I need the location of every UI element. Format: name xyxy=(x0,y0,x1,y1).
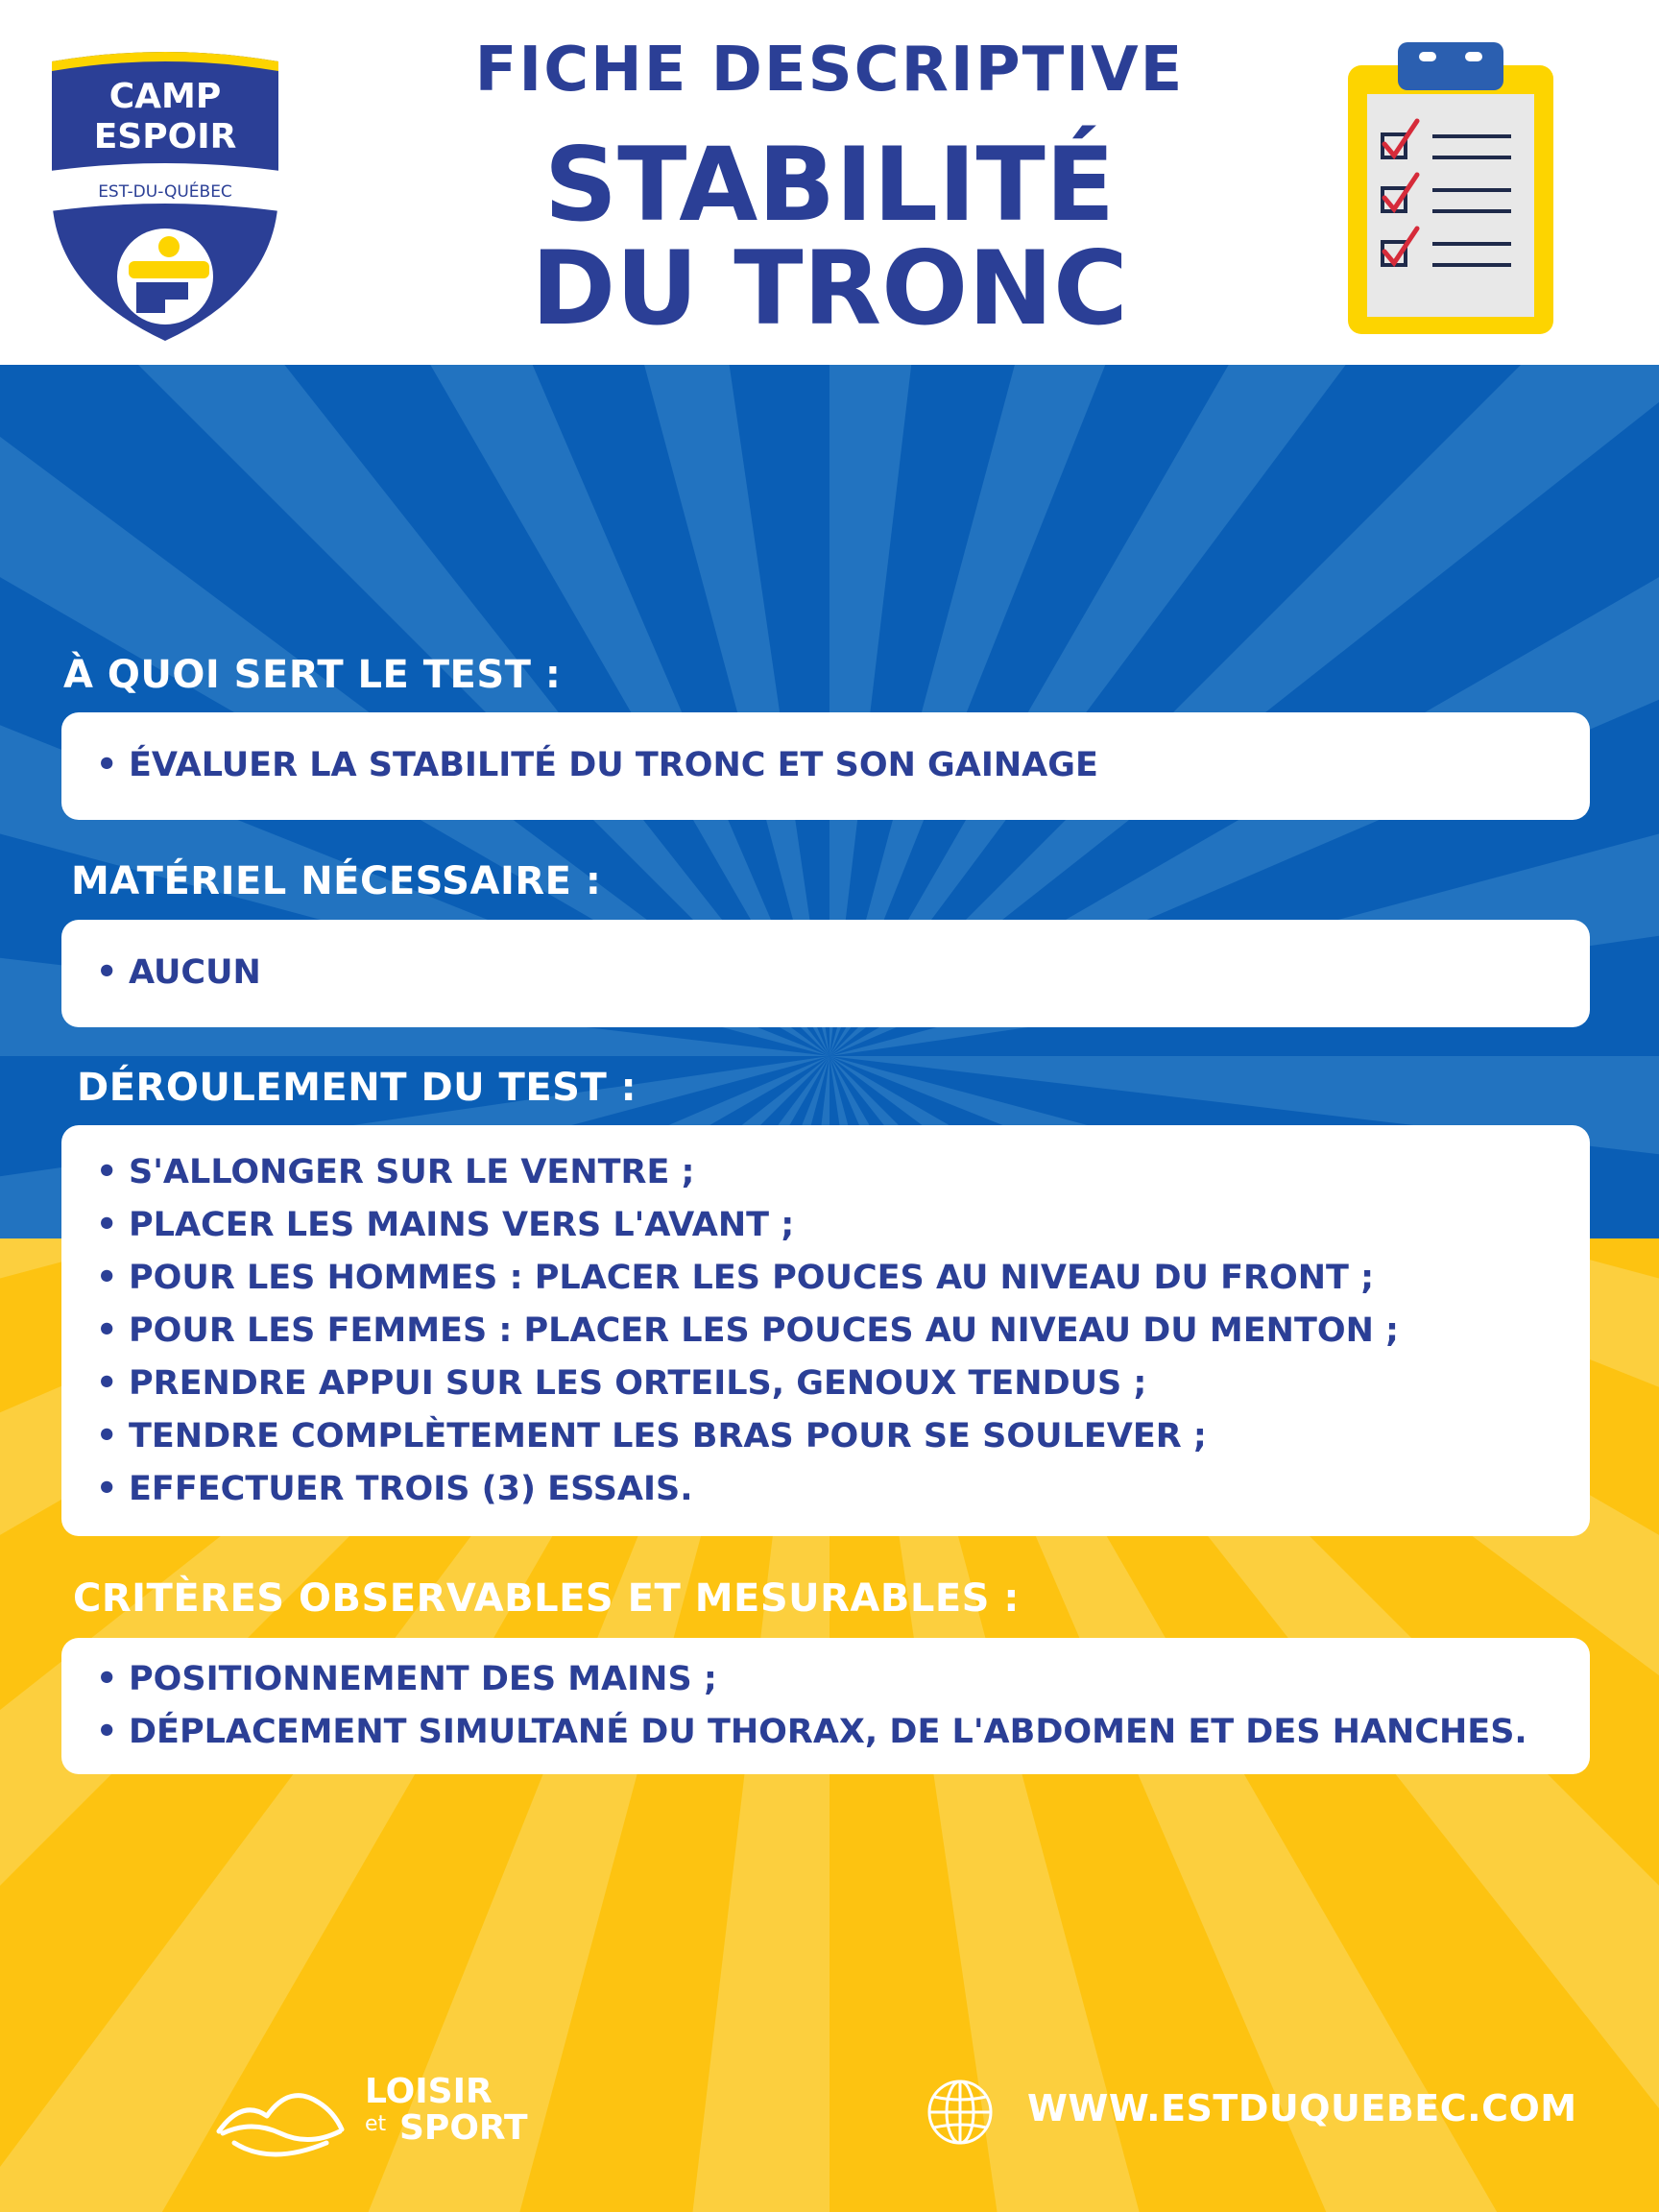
list-item: • POUR LES HOMMES : PLACER LES POUCES AU NIVEAU DU FRONT ; xyxy=(96,1259,1375,1297)
logo-line2: ESPOIR xyxy=(93,117,237,156)
section-label-criteria: CRITÈRES OBSERVABLES ET MESURABLES : xyxy=(73,1576,1020,1621)
header xyxy=(0,0,1659,365)
partner-name-line1: LOISIR xyxy=(365,2072,493,2111)
list-item: • AUCUN xyxy=(96,953,261,992)
list-item: • POUR LES FEMMES : PLACER LES POUCES AU NIVEAU DU MENTON ; xyxy=(96,1311,1400,1350)
list-item: • PLACER LES MAINS VERS L'AVANT ; xyxy=(96,1206,795,1244)
card-procedure xyxy=(61,1125,1590,1536)
list-item: • PRENDRE APPUI SUR LES ORTEILS, GENOUX TENDUS ; xyxy=(96,1364,1147,1403)
section-label-equipment: MATÉRIEL NÉCESSAIRE : xyxy=(71,859,602,903)
partner-name-line3: SPORT xyxy=(399,2108,528,2148)
list-item: • EFFECTUER TROIS (3) ESSAIS. xyxy=(96,1470,693,1508)
card-purpose xyxy=(61,712,1590,820)
card-criteria xyxy=(61,1638,1590,1774)
document-subtitle: FICHE DESCRIPTIVE xyxy=(474,35,1185,106)
list-item: • POSITIONNEMENT DES MAINS ; xyxy=(96,1660,717,1698)
clipboard-checklist-icon xyxy=(1340,38,1561,338)
website-link[interactable]: WWW.ESTDUQUEBEC.COM xyxy=(1027,2087,1577,2129)
logo-ribbon: EST-DU-QUÉBEC xyxy=(98,182,232,202)
section-label-purpose: À QUOI SERT LE TEST : xyxy=(63,653,562,697)
globe-icon xyxy=(926,2078,995,2147)
list-item: • TENDRE COMPLÈTEMENT LES BRAS POUR SE SOULEVER ; xyxy=(96,1417,1207,1455)
list-item: • ÉVALUER LA STABILITÉ DU TRONC ET SON GAINAGE xyxy=(96,746,1098,784)
list-item: • S'ALLONGER SUR LE VENTRE ; xyxy=(96,1153,695,1191)
logo-line1: CAMP xyxy=(108,77,222,116)
mountains-icon xyxy=(213,2074,348,2160)
list-item: • DÉPLACEMENT SIMULTANÉ DU THORAX, DE L'ABDOMEN ET DES HANCHES. xyxy=(96,1713,1527,1751)
partner-name-line2: et xyxy=(365,2112,387,2136)
section-label-procedure: DÉROULEMENT DU TEST : xyxy=(77,1066,637,1110)
document-title-line1: STABILITÉ xyxy=(543,126,1116,244)
document-title-line2: DU TRONC xyxy=(531,229,1128,348)
card-equipment xyxy=(61,920,1590,1027)
